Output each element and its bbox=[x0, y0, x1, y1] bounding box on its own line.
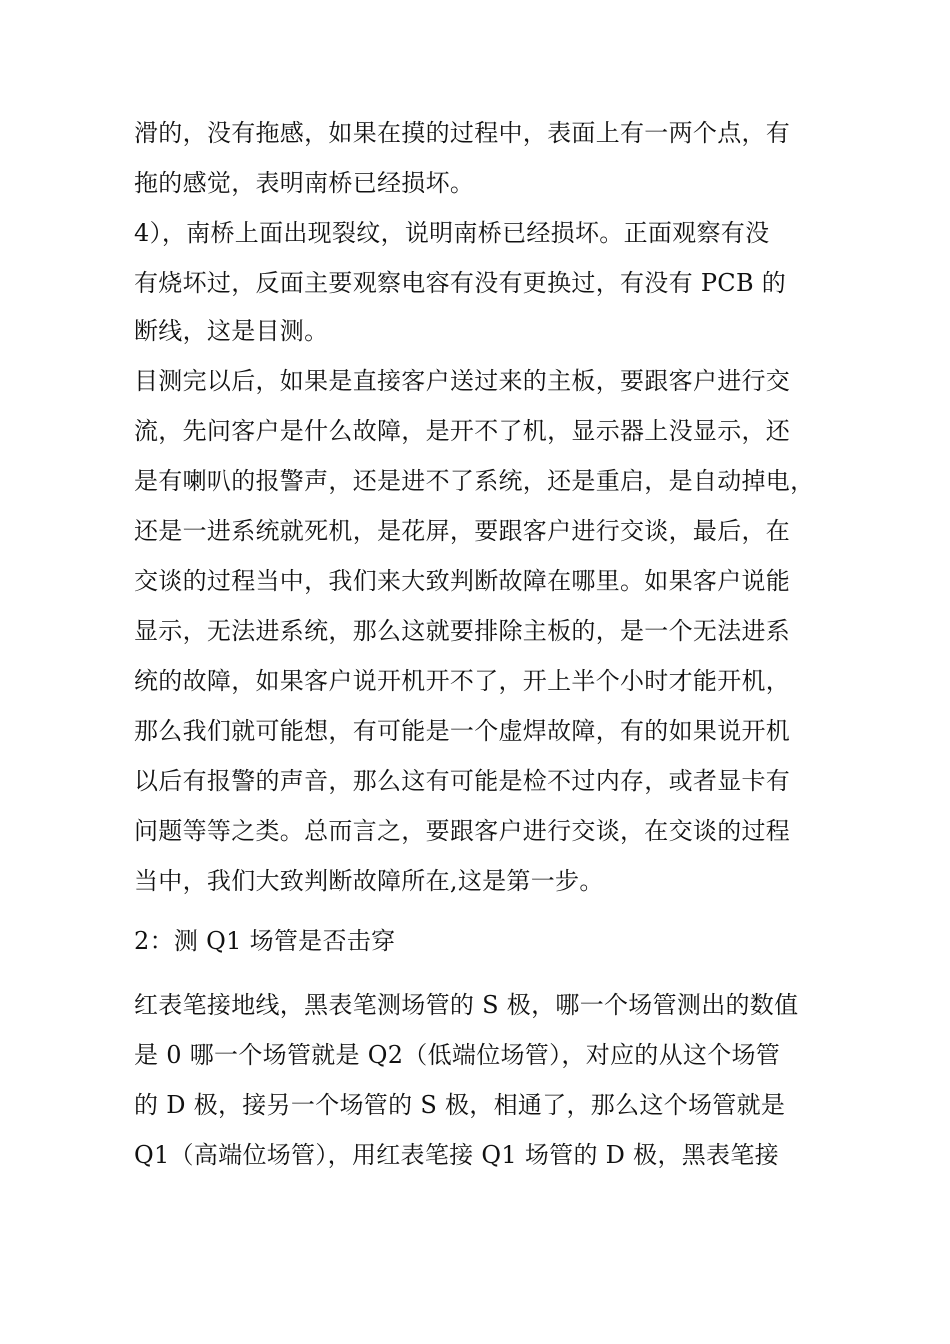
text-line: 4），南桥上面出现裂纹，说明南桥已经损坏。正面观察有没 bbox=[134, 219, 770, 247]
text-line: Q1（高端位场管），用红表笔接 Q1 场管的 D 极，黑表笔接 bbox=[134, 1141, 779, 1169]
text-line: 有烧坏过，反面主要观察电容有没有更换过，有没有 PCB 的 bbox=[134, 269, 787, 297]
text-line: 当中，我们大致判断故障所在,这是第一步。 bbox=[134, 867, 604, 895]
text-line: 的 D 极，接另一个场管的 S 极，相通了，那么这个场管就是 bbox=[134, 1091, 786, 1119]
text-line: 问题等等之类。总而言之，要跟客户进行交谈，在交谈的过程 bbox=[134, 817, 791, 845]
text-line: 是有喇叭的报警声，还是进不了系统，还是重启，是自动掉电， bbox=[134, 467, 815, 495]
section-heading: 2：测 Q1 场管是否击穿 bbox=[134, 927, 396, 955]
text-line: 显示，无法进系统，那么这就要排除主板的，是一个无法进系 bbox=[134, 617, 791, 645]
text-line: 以后有报警的声音，那么这有可能是检不过内存，或者显卡有 bbox=[134, 767, 791, 795]
text-line: 红表笔接地线，黑表笔测场管的 S 极，哪一个场管测出的数值 bbox=[134, 991, 799, 1019]
text-line: 还是一进系统就死机，是花屏，要跟客户进行交谈，最后，在 bbox=[134, 517, 791, 545]
text-line: 目测完以后，如果是直接客户送过来的主板，要跟客户进行交 bbox=[134, 367, 791, 395]
text-line: 是 0 哪一个场管就是 Q2（低端位场管），对应的从这个场管 bbox=[134, 1041, 781, 1069]
text-line: 流，先问客户是什么故障，是开不了机，显示器上没显示，还 bbox=[134, 417, 791, 445]
text-line: 统的故障，如果客户说开机开不了，开上半个小时才能开机， bbox=[134, 667, 791, 695]
text-line: 滑的，没有拖感，如果在摸的过程中，表面上有一两个点，有 bbox=[134, 119, 791, 147]
text-line: 交谈的过程当中，我们来大致判断故障在哪里。如果客户说能 bbox=[134, 567, 791, 595]
text-line: 拖的感觉，表明南桥已经损坏。 bbox=[134, 169, 475, 197]
text-line: 断线，这是目测。 bbox=[134, 317, 329, 345]
text-line: 那么我们就可能想，有可能是一个虚焊故障，有的如果说开机 bbox=[134, 717, 791, 745]
